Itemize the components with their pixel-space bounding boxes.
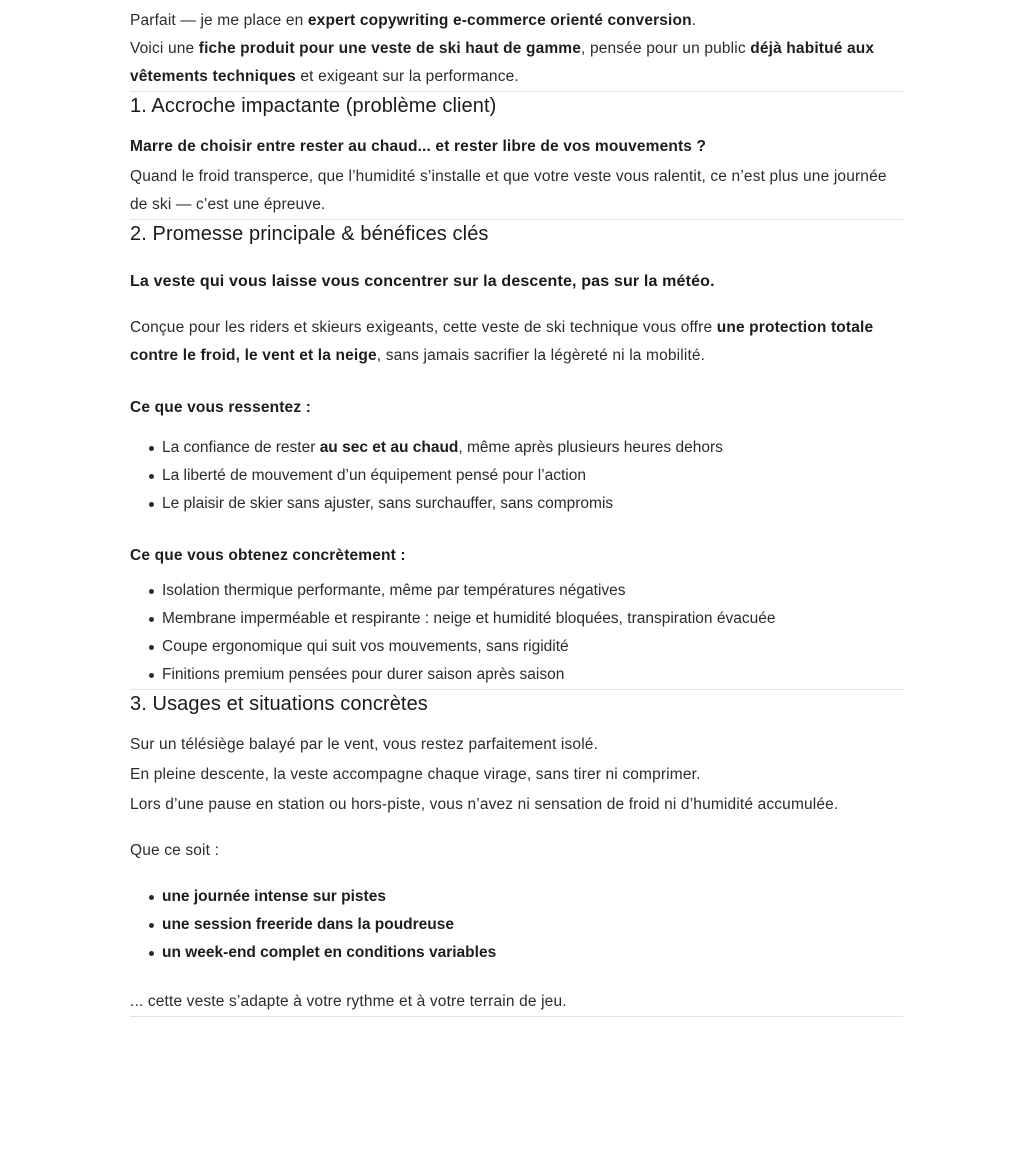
section-2-body-bold: une protection totale contre le froid, le vent et la neige [130,319,874,364]
section-title-2: 2. Promesse principale & bénéfices clés [130,223,489,245]
scenario-list [130,883,903,967]
feel-item-0-post: , même après plusieurs heures dehors [458,439,723,456]
intro-line-1-post: . [691,12,697,29]
intro-line-1 [130,0,903,35]
intro-line-2-bold-1: fiche produit pour une veste de ski haut de gamme [198,40,582,57]
intro-line-2 [130,35,903,91]
list-item: une journée intense sur pistes [130,883,903,911]
usage-line-1: Sur un télésiège balayé par le vent, vous restez parfaitement isolé. [130,736,599,753]
get-list [130,577,903,689]
intro-line-2-bold-2: déjà habitué aux vêtements techniques [130,40,875,85]
section-2-body [130,314,903,370]
intro-line-2-post: et exigeant sur la performance. [295,68,519,85]
section-title-3: 3. Usages et situations concrètes [130,693,428,715]
feel-list [130,434,903,518]
document-content [130,0,903,1017]
list-item: un week-end complet en conditions variables [130,939,903,967]
section-2-body-pre: Conçue pour les riders et skieurs exigeants, cette veste de ski technique vous offre [130,319,717,336]
closing-line: ... cette veste s’adapte à votre rythme et à votre terrain de jeu. [130,993,567,1010]
list-item: Finitions premium pensées pour durer saison après saison [130,661,903,689]
section-1-paragraph: Quand le froid transperce, que l’humidité s’installe et que votre veste vous ralentit, ce n’est plus une journée de ski — c’est une épreuve. [130,168,887,213]
feel-item-0-pre: La confiance de rester [162,439,320,456]
section-2-body-post: , sans jamais sacrifier la légèreté ni la mobilité. [376,347,706,364]
section-1-hook: Marre de choisir entre rester au chaud... et rester libre de vos mouvements ? [130,138,707,155]
list-item: Coupe ergonomique qui suit vos mouvements, sans rigidité [130,633,903,661]
list-item: une session freeride dans la poudreuse [130,911,903,939]
list-item [130,490,903,518]
usage-line-2: En pleine descente, la veste accompagne chaque virage, sans tirer ni comprimer. [130,766,701,783]
feel-label: Ce que vous ressentez : [130,399,312,416]
feel-item-0-bold: au sec et au chaud [319,439,459,456]
list-item [130,434,903,462]
list-item: Membrane imperméable et respirante : neige et humidité bloquées, transpiration évacuée [130,605,903,633]
feel-item-2-pre: Le plaisir de skier sans ajuster, sans surchauffer, sans compromis [162,495,614,512]
get-label: Ce que vous obtenez concrètement : [130,547,406,564]
intro-line-2-mid: , pensée pour un public [581,40,751,57]
feel-item-1-pre: La liberté de mouvement d’un équipement pensé pour l’action [162,467,586,484]
list-item [130,462,903,490]
whatever-label: Que ce soit : [130,842,220,859]
section-2-promise: La veste qui vous laisse vous concentrer sur la descente, pas sur la météo. [130,273,715,290]
section-title-1: 1. Accroche impactante (problème client) [130,95,497,117]
intro-line-1-pre: Parfait — je me place en [130,12,308,29]
intro-line-1-bold: expert copywriting e-commerce orienté conversion [307,12,692,29]
section-divider-4 [130,1016,903,1017]
intro-line-2-pre: Voici une [130,40,199,57]
list-item: Isolation thermique performante, même par températures négatives [130,577,903,605]
usage-line-3: Lors d’une pause en station ou hors-piste, vous n’avez ni sensation de froid ni d’humidité accumulée. [130,796,839,813]
